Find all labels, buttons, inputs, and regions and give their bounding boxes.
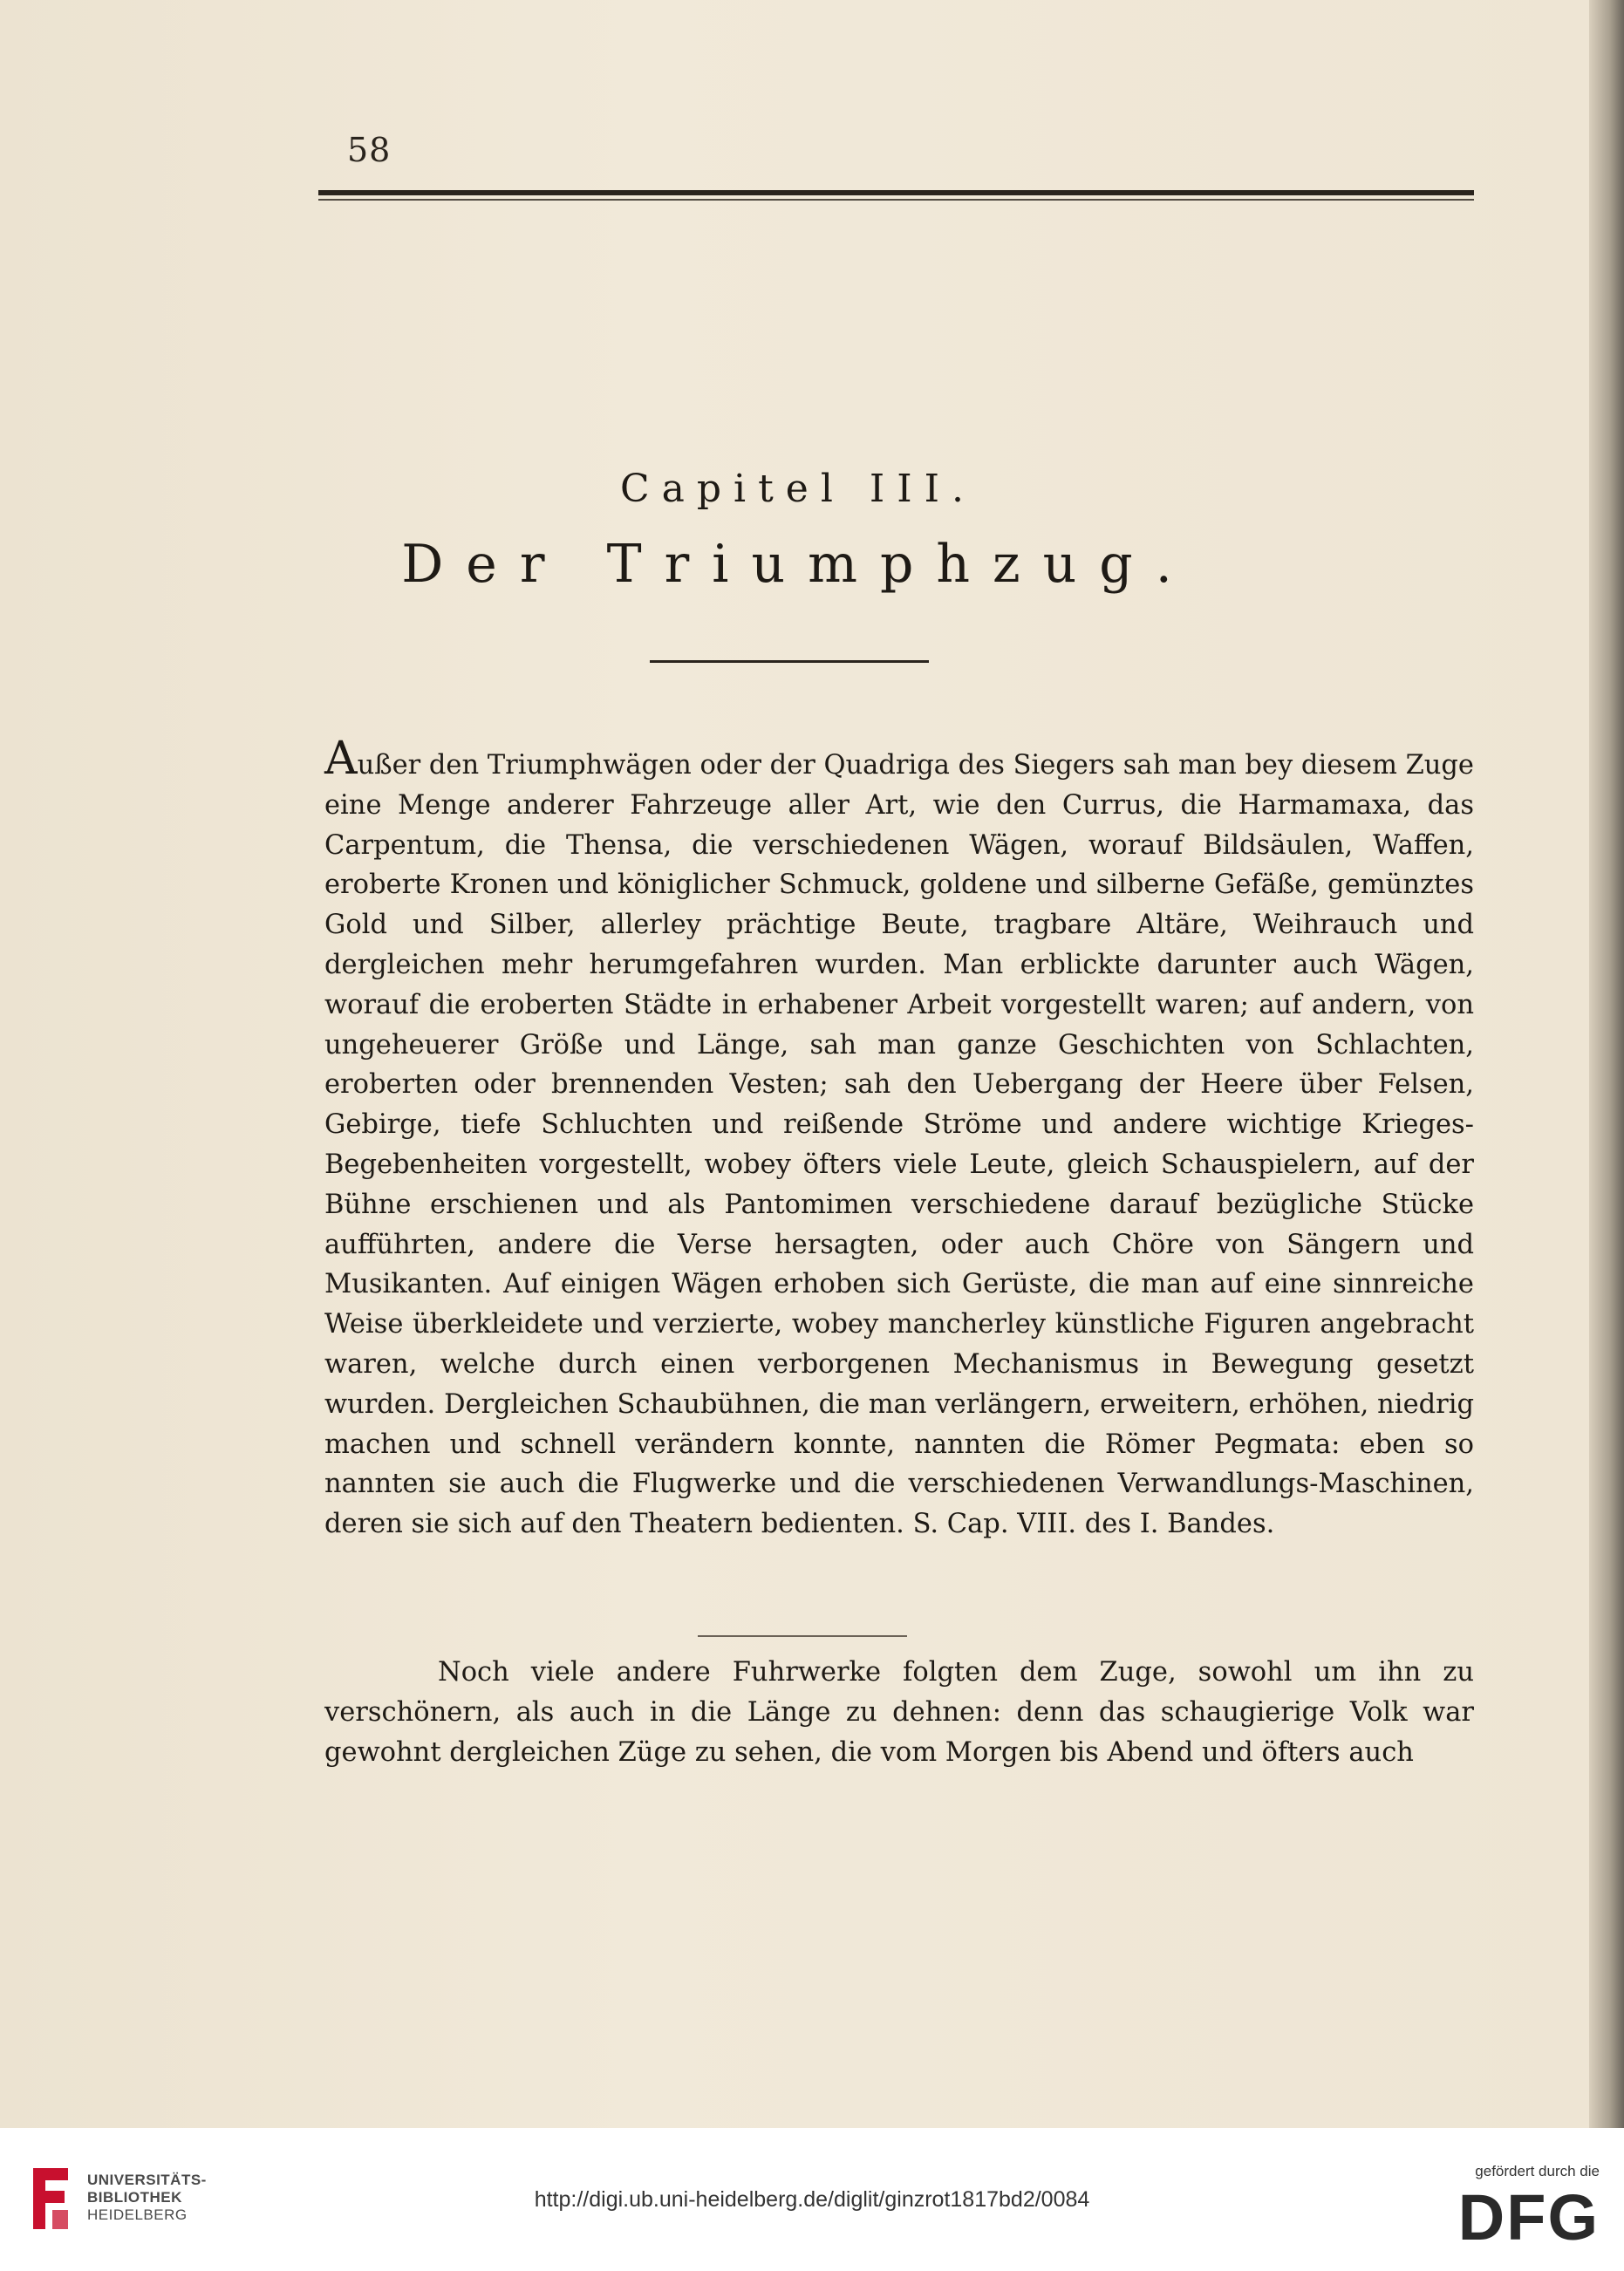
page-number: 58: [347, 131, 392, 169]
library-name-line-1: UNIVERSITÄTS-: [87, 2172, 207, 2188]
paragraph-1: [324, 733, 1474, 1545]
paragraph-1-text: ußer den Triumphwägen oder der Quadriga des Siegers sah man bey diesem Zuge eine Menge anderer Fahrzeuge aller Art, wie den Currus, die Harmamaxa, das Carpentum, die Thensa, die verschiedenen Wägen, worauf Bildsäulen, Waffen, eroberte Kronen und königlicher Schmuck, goldene und silberne Gefäße, gemünztes Gold und Silber, allerley prächtige Beute, tragbare Altäre, Weihrauch und dergleichen mehr herumgefahren wurden. Man erblickte darunter auch Wägen, worauf die eroberten Städte in erhabener Arbeit vorgestellt waren; auf andern, von ungeheuerer Größe und Länge, sah man ganze Geschichten von Schlachten, eroberten oder brennenden Vesten; sah den Uebergang der Heere über Felsen, Gebirge, tiefe Schluchten und reißende Ströme und andere wichtige Krieges-Begebenheiten vorgestellt, wobey öfters viele Leute, gleich Schauspielern, auf der Bühne erschienen und als Pantomimen verschiedene darauf bezügliche Stücke aufführten, andere die Verse hersagten, oder auch Chöre von Sängern und Musikanten. Auf einigen Wägen erhoben sich Gerüste, die man auf eine sinnreiche Weise überkleidete und verzierte, wobey mancherley künstliche Figuren angebracht waren, welche durch einen verborgenen Mechanismus in Bewegung gesetzt wurden. Dergleichen Schaubühnen, die man verlängern, erweitern, erhöhen, niedrig machen und schnell verändern konnte, nannten die Römer Pegmata: eben so nannten sie auch die Flugwerke und die verschiedenen Verwandlungs-Maschinen, deren sie sich auf den Theatern bedienten. S. Cap. VIII. des I. Bandes.: [324, 750, 1474, 1540]
funding-label: gefördert durch die: [1475, 2163, 1600, 2179]
permalink-url[interactable]: http://digi.ub.uni-heidelberg.de/diglit/ginzrot1817bd2/0084: [534, 2187, 1090, 2212]
chapter-heading: Capitel III.: [619, 467, 977, 511]
section-divider: [698, 1635, 907, 1637]
header-rule-thin: [318, 199, 1474, 201]
page-edge: [1589, 0, 1624, 2128]
dfg-logo: DFG: [1457, 2181, 1600, 2254]
initial-letter: A: [324, 733, 358, 785]
library-name-line-3: HEIDELBERG: [87, 2206, 188, 2223]
library-name-line-2: BIBLIOTHEK: [87, 2189, 182, 2206]
footer-bar: [0, 2128, 1624, 2271]
chapter-title: Der Triumphzug.: [401, 534, 1195, 595]
title-rule: [650, 660, 929, 663]
paragraph-2: Noch viele andere Fuhrwerke folgten dem Zuge, sowohl um ihn zu verschönern, als auch in die Länge zu dehnen: denn das schaugierige Volk war gewohnt dergleichen Züge zu sehen, die vom Morgen bis Abend und öfters auch: [324, 1657, 1474, 1768]
header-rule: [318, 190, 1474, 195]
